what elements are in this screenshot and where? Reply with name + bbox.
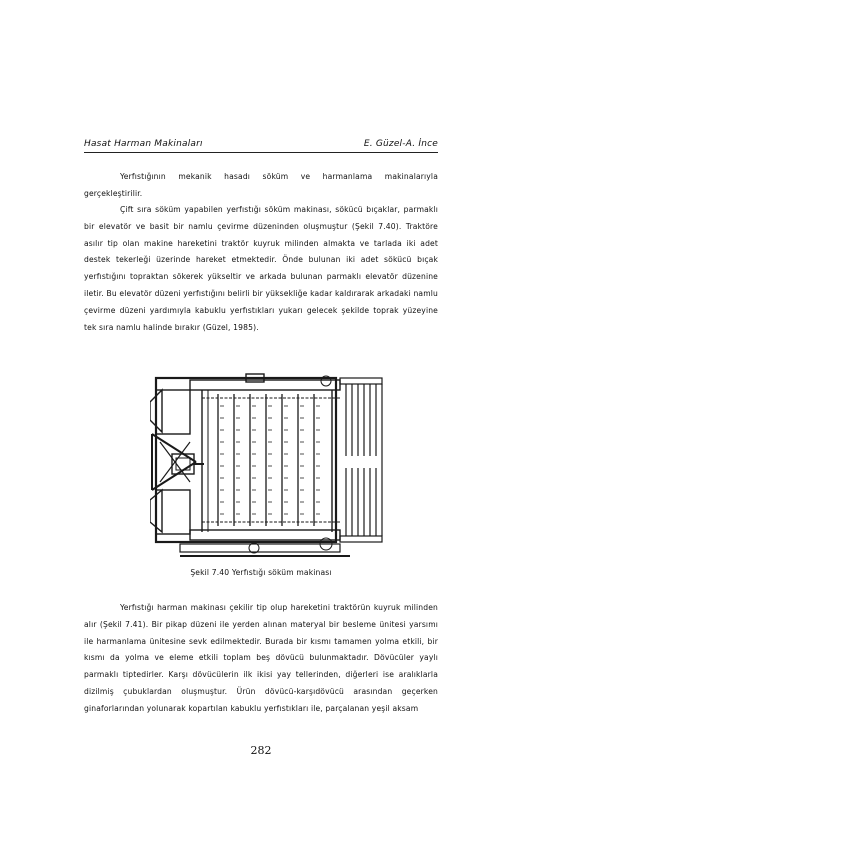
header-book-title: Hasat Harman Makinaları [84,139,203,149]
paragraph-thresher [84,600,438,718]
machine-drawing [150,372,386,560]
header-authors: E. Güzel-A. İnce [363,139,438,149]
figure-caption: Şekil 7.40 Yerfıstığı söküm makinası [190,568,332,577]
paragraph-intro [84,169,438,203]
page-number: 282 [250,744,272,757]
paragraph-text: Yerfıstığı harman makinası çekilir tip olup hareketini traktörün kuyruk milinden alır (Şekil 7.41). Bir pikap düzeni ile yerden alınan materyal bir besleme ünitesi yarsımı ile harmanlama ünitesine sevk edilmektedir. Burada bir kısmı tamamen yolma etkili, bir kısmı da yolma ve eleme etkili toplam beş dövücü bulunmaktadır. Dövücüler yaylı parmaklı tiptedirler. Karşı dövücülerin ilk ikisi yay tellerinden, diğerleri ise aralıklarla dizilmiş çubuklardan oluşmuştur. Ürün dövücü-karşıdövücü arasından geçerken ginaforlarından yolunarak kopartılan kabuklu yerfıstıkları ile, parçalanan yeşil aksam [84,603,438,713]
figure-digger-machine [150,372,386,560]
paragraph-digger [84,202,438,336]
running-header [84,138,438,153]
paragraph-text: Yerfıstığının mekanik hasadı söküm ve harmanlama makinalarıyla gerçekleştirilir. [84,172,438,198]
paragraph-text: Çift sıra söküm yapabilen yerfıstığı söküm makinası, sökücü bıçaklar, parmaklı bir elevatör ve basit bir namlu çevirme düzeninden oluşmuştur (Şekil 7.40). Traktöre asılır tip olan makine hareketini traktör kuyruk milinden almakta ve tarlada iki adet destek tekerleği üzerinde hareket etmektedir. Önde bulunan iki adet sökücü bıçak yerfıstığını topraktan sökerek yükseltir ve arkada bulunan parmaklı elevatör düzenine iletir. Bu elevatör düzeni yerfıstığını belirli bir yüksekliğe kadar kaldırarak arkadaki namlu çevirme düzeni yardımıyla kabuklu yerfıstıkları yukarı gelecek şekilde toprak yüzeyine tek sıra namlu halinde bırakır (Güzel, 1985). [84,205,438,332]
